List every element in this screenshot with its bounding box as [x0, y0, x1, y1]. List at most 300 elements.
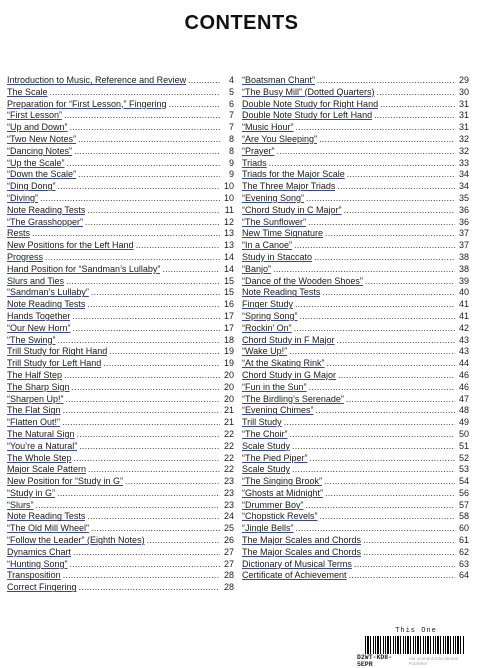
toc-entry-title: Double Note Study for Left Hand: [242, 110, 373, 121]
dot-leader: [50, 87, 220, 99]
toc-entry[interactable]: [242, 75, 469, 87]
toc-entry-title: “Music Hour”: [242, 122, 294, 133]
toc-entry-page: 48: [458, 405, 469, 416]
toc-entry-page: 10: [223, 181, 234, 192]
stamp-note: Hal Leonard Educational Publisher: [408, 656, 458, 666]
toc-entry[interactable]: [242, 535, 469, 547]
toc-entry-page: 52: [458, 452, 469, 463]
toc-entry[interactable]: [242, 417, 469, 429]
toc-entry-page: 31: [458, 110, 469, 121]
toc-entry-page: 38: [458, 263, 469, 274]
toc-entry[interactable]: [7, 370, 234, 382]
dot-leader: [374, 110, 455, 122]
toc-entry[interactable]: [242, 205, 469, 217]
toc-entry-page: 31: [458, 98, 469, 109]
toc-entry-title: “You’re a Natural”: [7, 440, 78, 451]
toc-entry-page: 34: [458, 169, 469, 180]
dot-leader: [327, 358, 455, 370]
toc-entry[interactable]: [7, 488, 234, 500]
toc-entry-title: Chord Study in F Major: [242, 334, 335, 345]
toc-entry-page: 16: [223, 299, 234, 310]
toc-entry[interactable]: [7, 299, 234, 311]
toc-entry-page: 8: [228, 145, 234, 156]
dot-leader: [337, 181, 455, 193]
toc-entry[interactable]: [7, 335, 234, 347]
dot-leader: [147, 535, 220, 547]
toc-entry-page: 20: [223, 393, 234, 404]
toc-entry-title: Major Scale Pattern: [7, 464, 87, 475]
dot-leader: [325, 488, 455, 500]
toc-entry-page: 43: [458, 334, 469, 345]
toc-entry-title: The Major Scales and Chords: [242, 546, 362, 557]
toc-entry-title: New Positions for the Left Hand: [7, 240, 134, 251]
toc-entry-page: 14: [223, 251, 234, 262]
toc-entry-page: 33: [458, 157, 469, 168]
toc-entry[interactable]: [7, 358, 234, 370]
toc-entry-page: 44: [458, 358, 469, 369]
toc-entry-title: “Flatten Out!”: [7, 417, 61, 428]
toc-entry[interactable]: [242, 358, 469, 370]
toc-entry-title: “Prayer”: [242, 145, 275, 156]
dot-leader: [63, 570, 220, 582]
toc-entry-page: 58: [458, 511, 469, 522]
toc-entry-page: 25: [223, 523, 234, 534]
toc-entry[interactable]: [7, 394, 234, 406]
toc-entry-page: 42: [458, 322, 469, 333]
dot-leader: [349, 570, 455, 582]
toc-entry-title: “Spring Song”: [242, 310, 298, 321]
toc-entry-page: 56: [458, 487, 469, 498]
dot-leader: [78, 169, 220, 181]
toc-entry-page: 40: [458, 287, 469, 298]
toc-entry[interactable]: [242, 87, 469, 99]
toc-entry-page: 30: [458, 86, 469, 97]
toc-entry[interactable]: [242, 158, 469, 170]
toc-entry[interactable]: [7, 264, 234, 276]
toc-entry-title: “The Grasshopper”: [7, 216, 84, 227]
toc-entry-page: 32: [458, 133, 469, 144]
toc-entry-page: 13: [223, 228, 234, 239]
toc-entry[interactable]: [7, 311, 234, 323]
toc-entry[interactable]: [242, 511, 469, 523]
toc-entry[interactable]: [7, 181, 234, 193]
toc-entry-title: The Sharp Sign: [7, 381, 70, 392]
toc-entry[interactable]: [7, 464, 234, 476]
dot-leader: [73, 547, 220, 559]
dot-leader: [306, 193, 455, 205]
toc-entry-title: Study in Staccato: [242, 251, 313, 262]
dot-leader: [58, 181, 220, 193]
toc-entry-title: “The Birdling’s Serenade”: [242, 393, 344, 404]
dot-leader: [79, 441, 220, 453]
toc-entry[interactable]: [242, 323, 469, 335]
toc-entry[interactable]: [7, 134, 234, 146]
dot-leader: [363, 547, 455, 559]
dot-leader: [57, 488, 220, 500]
dot-leader: [73, 323, 220, 335]
dot-leader: [70, 559, 220, 571]
dot-leader: [314, 252, 455, 264]
toc-entry-title: “Two New Notes”: [7, 133, 77, 144]
toc-entry-page: 34: [458, 181, 469, 192]
toc-entry-page: 15: [223, 287, 234, 298]
dot-leader: [103, 358, 220, 370]
toc-entry[interactable]: [242, 181, 469, 193]
toc-entry-title: “The Singing Brook”: [242, 476, 323, 487]
dot-leader: [40, 193, 220, 205]
toc-entry-page: 7: [228, 110, 234, 121]
toc-entry[interactable]: [242, 346, 469, 358]
toc-entry-page: 46: [458, 369, 469, 380]
toc-entry[interactable]: [7, 146, 234, 158]
toc-entry-title: Finger Study: [242, 299, 294, 310]
dot-leader: [338, 370, 455, 382]
dot-leader: [58, 335, 220, 347]
dot-leader: [74, 453, 220, 465]
toc-entry[interactable]: [242, 500, 469, 512]
dot-leader: [316, 405, 455, 417]
toc-entry[interactable]: [242, 252, 469, 264]
toc-entry-title: “Jingle Bells”: [242, 523, 294, 534]
toc-entry-title: “Chopstick Revels”: [242, 511, 318, 522]
toc-entry[interactable]: [7, 323, 234, 335]
tracking-stamp: [357, 627, 475, 668]
toc-entry[interactable]: [242, 287, 469, 299]
toc-entry-page: 27: [223, 558, 234, 569]
toc-entry-page: 39: [458, 275, 469, 286]
toc-entry[interactable]: [242, 228, 469, 240]
toc-entry[interactable]: [7, 547, 234, 559]
toc-entry[interactable]: [242, 311, 469, 323]
toc-entry-page: 29: [458, 75, 469, 85]
toc-entry-title: Certificate of Achievement: [242, 570, 347, 581]
toc-entry[interactable]: [242, 146, 469, 158]
dot-leader: [45, 252, 220, 264]
toc-column-right: [242, 75, 469, 582]
toc-entry-title: “Ghosts at Midnight”: [242, 487, 324, 498]
toc-entry[interactable]: [7, 511, 234, 523]
dot-leader: [72, 382, 220, 394]
toc-entry-title: The Half Step: [7, 369, 63, 380]
dot-leader: [169, 99, 220, 111]
toc-entry-page: 61: [458, 535, 469, 546]
toc-entry-page: 20: [223, 369, 234, 380]
toc-entry-page: 32: [458, 145, 469, 156]
dot-leader: [296, 122, 455, 134]
toc-entry-page: 54: [458, 476, 469, 487]
dot-leader: [78, 134, 220, 146]
toc-entry[interactable]: [7, 523, 234, 535]
toc-entry-page: 47: [458, 393, 469, 404]
toc-entry-page: 35: [458, 192, 469, 203]
toc-entry[interactable]: [7, 582, 234, 594]
dot-leader: [74, 146, 220, 158]
toc-entry[interactable]: [7, 228, 234, 240]
toc-entry-title: The Three Major Triads: [242, 181, 336, 192]
dot-leader: [337, 335, 455, 347]
stamp-code: D2WT-KD8-5EPR: [357, 654, 393, 668]
toc-entry[interactable]: [242, 134, 469, 146]
toc-entry-page: 27: [223, 546, 234, 557]
dot-leader: [310, 453, 455, 465]
toc-entry-title: “Rockin’ On”: [242, 322, 292, 333]
toc-entry[interactable]: [242, 488, 469, 500]
toc-entry-title: “The Pied Piper”: [242, 452, 308, 463]
toc-entry-page: 9: [228, 169, 234, 180]
toc-entry[interactable]: [7, 287, 234, 299]
dot-leader: [320, 511, 455, 523]
toc-entry[interactable]: [7, 346, 234, 358]
toc-entry-title: Introduction to Music, Reference and Review: [7, 75, 187, 85]
toc-entry-title: Progress: [7, 251, 44, 262]
dot-leader: [363, 535, 455, 547]
dot-leader: [36, 500, 221, 512]
toc-entry[interactable]: [242, 559, 469, 571]
toc-entry[interactable]: [7, 476, 234, 488]
toc-entry-title: “Are You Sleeping”: [242, 133, 318, 144]
toc-entry[interactable]: [242, 382, 469, 394]
toc-entry-title: Scale Study: [242, 440, 291, 451]
dot-leader: [317, 75, 455, 87]
dot-leader: [77, 429, 220, 441]
dot-leader: [292, 441, 455, 453]
toc-entry[interactable]: [242, 169, 469, 181]
toc-entry-page: 21: [223, 417, 234, 428]
dot-leader: [347, 169, 455, 181]
toc-entry-page: 57: [458, 499, 469, 510]
toc-entry-page: 63: [458, 558, 469, 569]
toc-entry[interactable]: [242, 476, 469, 488]
dot-leader: [325, 228, 455, 240]
toc-entry-title: The Natural Sign: [7, 428, 75, 439]
toc-entry[interactable]: [242, 547, 469, 559]
dot-leader: [269, 158, 455, 170]
toc-entry[interactable]: [7, 110, 234, 122]
toc-entry[interactable]: [7, 75, 234, 87]
toc-entry-title: “Study in G”: [7, 487, 56, 498]
toc-entry-page: 22: [223, 464, 234, 475]
dot-leader: [294, 240, 455, 252]
toc-entry-page: 7: [228, 122, 234, 133]
toc-entry-title: The Scale: [7, 86, 48, 97]
toc-entry[interactable]: [242, 335, 469, 347]
toc-entry-title: Note Reading Tests: [7, 299, 86, 310]
dot-leader: [284, 417, 455, 429]
toc-entry-page: 13: [223, 240, 234, 251]
dot-leader: [87, 205, 220, 217]
dot-leader: [294, 323, 455, 335]
toc-entry[interactable]: [7, 252, 234, 264]
toc-entry[interactable]: [242, 110, 469, 122]
toc-entry[interactable]: [7, 205, 234, 217]
toc-entry[interactable]: [242, 370, 469, 382]
toc-entry[interactable]: [242, 394, 469, 406]
toc-entry-title: “Our New Horn”: [7, 322, 71, 333]
toc-entry[interactable]: [7, 535, 234, 547]
toc-entry-page: 60: [458, 523, 469, 534]
toc-entry[interactable]: [242, 240, 469, 252]
dot-leader: [380, 99, 455, 111]
dot-leader: [292, 464, 455, 476]
toc-entry-title: “At the Skating Rink”: [242, 358, 325, 369]
toc-entry[interactable]: [7, 559, 234, 571]
toc-entry-page: 24: [223, 511, 234, 522]
toc-entry[interactable]: [7, 441, 234, 453]
stamp-label: This One: [395, 627, 437, 635]
toc-entry-title: New Time Signature: [242, 228, 324, 239]
dot-leader: [322, 287, 455, 299]
toc-entry[interactable]: [242, 429, 469, 441]
toc-entry-title: Note Reading Tests: [242, 287, 321, 298]
toc-entry-title: Note Reading Tests: [7, 204, 86, 215]
toc-entry[interactable]: [7, 276, 234, 288]
toc-entry-page: 23: [223, 487, 234, 498]
toc-entry-page: 28: [223, 570, 234, 581]
toc-entry[interactable]: [242, 464, 469, 476]
toc-entry[interactable]: [242, 276, 469, 288]
toc-entry-page: 18: [223, 334, 234, 345]
toc-entry[interactable]: [7, 193, 234, 205]
toc-entry-title: “Drummer Boy”: [242, 499, 304, 510]
toc-entry-title: Trill Study: [242, 417, 282, 428]
toc-entry[interactable]: [242, 523, 469, 535]
dot-leader: [88, 464, 220, 476]
toc-entry-page: 46: [458, 381, 469, 392]
toc-entry-page: 23: [223, 476, 234, 487]
toc-entry[interactable]: [242, 217, 469, 229]
toc-entry-title: Double Note Study for Right Hand: [242, 98, 379, 109]
toc-entry-title: Dictionary of Musical Terms: [242, 558, 352, 569]
toc-entry-page: 17: [223, 322, 234, 333]
toc-entry-page: 8: [228, 133, 234, 144]
dot-leader: [91, 287, 220, 299]
toc-entry-title: “Up and Down”: [7, 122, 68, 133]
dot-leader: [295, 299, 455, 311]
toc-entry-page: 36: [458, 204, 469, 215]
dot-leader: [64, 110, 220, 122]
toc-entry-title: Chord Study in G Major: [242, 369, 337, 380]
dot-leader: [365, 276, 455, 288]
toc-entry-page: 17: [223, 310, 234, 321]
toc-entry[interactable]: [242, 299, 469, 311]
dot-leader: [306, 500, 455, 512]
toc-entry-page: 10: [223, 192, 234, 203]
dot-leader: [109, 346, 220, 358]
toc-entry-title: “Hunting Song”: [7, 558, 68, 569]
toc-entry[interactable]: [7, 217, 234, 229]
toc-entry-title: Correct Fingering: [7, 582, 77, 593]
toc-entry-title: “Fun in the Sun”: [242, 381, 307, 392]
toc-entry[interactable]: [242, 122, 469, 134]
toc-entry[interactable]: [7, 158, 234, 170]
toc-entry[interactable]: [7, 500, 234, 512]
toc-entry-title: Scale Study: [242, 464, 291, 475]
toc-entry[interactable]: [7, 405, 234, 417]
toc-entry-page: 5: [228, 86, 234, 97]
dot-leader: [87, 511, 220, 523]
toc-entry-title: “Dancing Notes”: [7, 145, 73, 156]
dot-leader: [62, 417, 220, 429]
toc-entry-title: Trill Study for Left Hand: [7, 358, 102, 369]
toc-entry-page: 28: [223, 582, 234, 593]
toc-entry-title: “Evening Chimes”: [242, 405, 314, 416]
toc-entry-title: “Sandman’s Lullaby”: [7, 287, 89, 298]
toc-entry-title: “Evening Song”: [242, 192, 305, 203]
dot-leader: [70, 122, 220, 134]
toc-entry-title: “Diving”: [7, 192, 39, 203]
toc-entry-title: “Wake Up!”: [242, 346, 288, 357]
toc-entry[interactable]: [7, 99, 234, 111]
toc-entry-title: “The Sunflower”: [242, 216, 307, 227]
toc-entry-page: 49: [458, 417, 469, 428]
toc-entry-page: 23: [223, 499, 234, 510]
dot-leader: [346, 394, 455, 406]
toc-entry-title: “Down the Scale”: [7, 169, 77, 180]
toc-entry-title: Trill Study for Right Hand: [7, 346, 108, 357]
dot-leader: [136, 240, 220, 252]
dot-leader: [85, 217, 220, 229]
toc-entry-title: The Flat Sign: [7, 405, 61, 416]
dot-leader: [324, 476, 455, 488]
toc-entry[interactable]: [242, 441, 469, 453]
toc-entry-page: 50: [458, 428, 469, 439]
toc-entry-title: “Follow the Leader” (Eighth Notes): [7, 535, 145, 546]
toc-entry-title: Transposition: [7, 570, 61, 581]
toc-entry-page: 41: [458, 310, 469, 321]
toc-entry[interactable]: [242, 193, 469, 205]
toc-entry[interactable]: [7, 122, 234, 134]
toc-entry-title: “First Lesson”: [7, 110, 63, 121]
toc-entry-title: Hands Together: [7, 310, 71, 321]
toc-entry[interactable]: [7, 169, 234, 181]
toc-entry[interactable]: [242, 264, 469, 276]
toc-column-left: [7, 75, 234, 594]
toc-entry[interactable]: [7, 240, 234, 252]
toc-entry-page: 19: [223, 346, 234, 357]
toc-entry-title: Triads for the Major Scale: [242, 169, 345, 180]
dot-leader: [309, 382, 455, 394]
toc-entry-page: 20: [223, 381, 234, 392]
toc-entry-page: 15: [223, 275, 234, 286]
toc-entry[interactable]: [242, 453, 469, 465]
toc-entry[interactable]: [7, 429, 234, 441]
toc-entry[interactable]: [7, 453, 234, 465]
dot-leader: [308, 217, 455, 229]
dot-leader: [32, 228, 220, 240]
toc-entry[interactable]: [7, 417, 234, 429]
toc-entry[interactable]: [242, 570, 469, 582]
dot-leader: [300, 311, 455, 323]
toc-entry[interactable]: [242, 405, 469, 417]
dot-leader: [289, 346, 455, 358]
toc-entry-title: The Whole Step: [7, 452, 72, 463]
toc-entry-page: 26: [223, 535, 234, 546]
toc-entry-title: Note Reading Tests: [7, 511, 86, 522]
toc-entry[interactable]: [7, 570, 234, 582]
dot-leader: [87, 299, 220, 311]
toc-entry-title: The Major Scales and Chords: [242, 535, 362, 546]
toc-entry-title: “Sharpen Up!”: [7, 393, 64, 404]
toc-entry-title: Triads: [242, 157, 267, 168]
toc-entry-page: 21: [223, 405, 234, 416]
toc-entry[interactable]: [7, 382, 234, 394]
toc-entry-title: New Position for “Study in G”: [7, 476, 124, 487]
toc-entry-title: “Up the Scale”: [7, 157, 65, 168]
toc-entry[interactable]: [242, 99, 469, 111]
toc-entry[interactable]: [7, 87, 234, 99]
dot-leader: [273, 264, 455, 276]
toc-entry-page: 53: [458, 464, 469, 475]
